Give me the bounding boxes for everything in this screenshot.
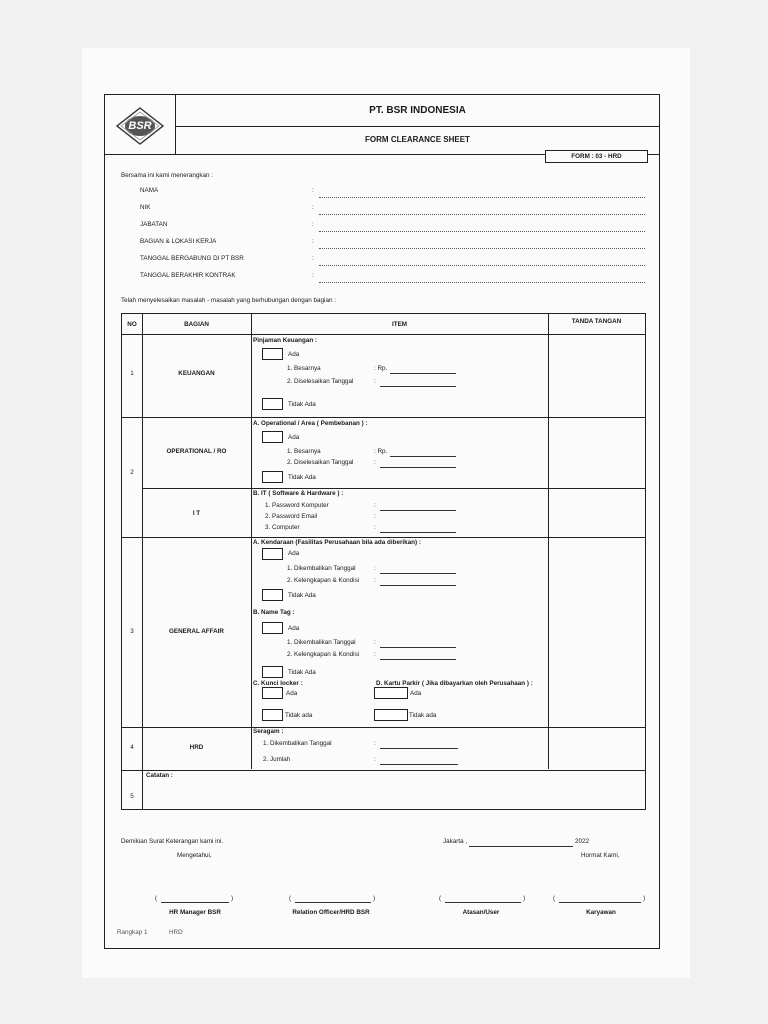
row3-d-ada-checkbox[interactable] xyxy=(374,687,408,699)
row1-besarnya: 1. Besarnya xyxy=(287,365,321,372)
form-title: FORM CLEARANCE SHEET xyxy=(365,135,470,144)
row3-b2: 2. Kelengkapan & Kondisi xyxy=(287,651,360,658)
col-divider xyxy=(548,314,549,769)
row3-d-tidak-label: Tidak ada xyxy=(409,712,437,719)
row2-tanggal-line xyxy=(380,467,456,468)
rangkap-label: Rangkap 1 xyxy=(117,929,148,936)
row3-a-ada-label: Ada xyxy=(288,550,300,557)
row3-a-tidak-label: Tidak Ada xyxy=(288,592,316,599)
row3-b1: 1. Dikembalikan Tanggal xyxy=(287,639,356,646)
field-label-tgl-gabung: TANGGAL BERGABUNG DI PT BSR xyxy=(140,255,244,262)
field-label-bagian: BAGIAN & LOKASI KERJA xyxy=(140,238,217,245)
row-divider xyxy=(122,727,645,728)
row3-colon: : xyxy=(374,639,376,646)
row1-tidak-label: Tidak Ada xyxy=(288,401,316,408)
sig4-paren-close: ) xyxy=(643,895,646,902)
header-bagian: BAGIAN xyxy=(184,321,209,328)
row2-computer: 3. Computer xyxy=(265,524,300,531)
row2-tidak-checkbox[interactable] xyxy=(262,471,283,483)
row4-l2: 2. Jumlah xyxy=(263,756,291,763)
hormat-label: Hormat Kami, xyxy=(581,852,620,859)
row4-l1-line xyxy=(380,748,458,749)
row4-colon: : xyxy=(374,740,376,747)
company-name: PT. BSR INDONESIA xyxy=(369,105,466,116)
sig2-line[interactable] xyxy=(295,902,371,903)
row1-tanggal-line xyxy=(380,386,456,387)
row-divider xyxy=(142,488,645,489)
row2-b-colon: : xyxy=(374,513,376,520)
row3-b-ada-checkbox[interactable] xyxy=(262,622,283,634)
row1-title: Pinjaman Keuangan : xyxy=(253,337,318,344)
header-ttd: TANDA TANGAN xyxy=(571,318,622,325)
row1-rp: : Rp. xyxy=(374,365,388,372)
year-label: 2022 xyxy=(575,838,590,845)
col-divider xyxy=(142,314,143,809)
field-colon: : xyxy=(312,204,314,211)
row4-title: Seragam : xyxy=(253,728,284,735)
field-label-tgl-akhir: TANGGAL BERAKHIR KONTRAK xyxy=(140,272,236,279)
intro-text: Bersama ini kami menerangkan : xyxy=(121,172,214,179)
row3-c-ada-checkbox[interactable] xyxy=(262,687,283,699)
row4-l2-line xyxy=(380,764,458,765)
row3-b-tidak-label: Tidak Ada xyxy=(288,669,316,676)
row2-bagian-operational: OPERATIONAL / RO xyxy=(166,448,227,455)
row1-ada-checkbox[interactable] xyxy=(262,348,283,360)
field-line-bagian xyxy=(319,248,645,249)
row-divider xyxy=(122,417,645,418)
date-line xyxy=(469,846,573,847)
sig3-label: Atasan/User xyxy=(462,909,500,916)
row4-bagian: HRD xyxy=(189,744,204,751)
row1-colon: : xyxy=(374,378,376,385)
row3-a2: 2. Kelengkapan & Kondisi xyxy=(287,577,360,584)
bsr-logo: BSR xyxy=(115,107,165,145)
row1-tidak-checkbox[interactable] xyxy=(262,398,283,410)
row-divider xyxy=(122,537,645,538)
field-label-nik: NIK xyxy=(140,204,151,211)
row2-tidak-label: Tidak Ada xyxy=(288,474,316,481)
row3-a-ada-checkbox[interactable] xyxy=(262,548,283,560)
row2-ada-label: Ada xyxy=(288,434,300,441)
sig1-paren-close: ) xyxy=(231,895,234,902)
sig1-label: HR Manager BSR xyxy=(169,909,221,916)
field-line-nik xyxy=(319,214,645,215)
row3-colon: : xyxy=(374,577,376,584)
row-divider xyxy=(122,334,645,335)
row2-colon: : xyxy=(374,459,376,466)
sig1-line[interactable] xyxy=(161,902,229,903)
sig2-label: Relation Officer/HRD BSR xyxy=(292,909,370,916)
field-colon: : xyxy=(312,238,314,245)
field-line-nama xyxy=(319,197,645,198)
row3-b-tidak-checkbox[interactable] xyxy=(262,666,283,678)
row2-b-title: B. IT ( Software & Hardware ) : xyxy=(253,490,344,497)
row2-a-title: A. Operational / Area ( Pembebanan ) : xyxy=(253,420,368,427)
sig4-line[interactable] xyxy=(559,902,641,903)
row3-colon: : xyxy=(374,651,376,658)
field-line-tgl-gabung xyxy=(319,265,645,266)
form-frame xyxy=(104,94,660,949)
row2-rp-line xyxy=(390,456,456,457)
sig3-paren-open: ( xyxy=(439,895,442,902)
row2-rp: : Rp. xyxy=(374,448,388,455)
row2-bagian-it: I T xyxy=(192,510,201,517)
clearance-table xyxy=(121,313,646,810)
row2-besarnya: 1. Besarnya xyxy=(287,448,321,455)
mengetahui-label: Mengetahui, xyxy=(177,852,212,859)
row3-b2-line xyxy=(380,659,456,660)
field-label-jabatan: JABATAN xyxy=(140,221,168,228)
row2-password-komputer: 1. Password Komputer xyxy=(265,502,329,509)
row2-password-email: 2. Password Email xyxy=(265,513,318,520)
field-colon: : xyxy=(312,255,314,262)
field-line-jabatan xyxy=(319,231,645,232)
field-line-tgl-akhir xyxy=(319,282,645,283)
row1-ada-label: Ada xyxy=(288,351,300,358)
sig4-label: Karyawan xyxy=(586,909,616,916)
row2-no: 2 xyxy=(130,469,134,476)
row3-d-tidak-checkbox[interactable] xyxy=(374,709,408,721)
row-divider xyxy=(122,770,645,771)
row3-b1-line xyxy=(380,647,456,648)
row3-d-ada-label: Ada xyxy=(410,690,422,697)
row1-rp-line xyxy=(390,373,456,374)
row3-b-ada-label: Ada xyxy=(288,625,300,632)
row2-diselesaikan: 2. Diselesaikan Tanggal xyxy=(287,459,354,466)
closing-text: Demikian Surat Keterangan kami ini. xyxy=(121,838,224,845)
field-colon: : xyxy=(312,272,314,279)
sig3-line[interactable] xyxy=(445,902,521,903)
row4-colon: : xyxy=(374,756,376,763)
row3-d-title: D. Kartu Parkir ( Jika dibayarkan oleh Perusahaan ) : xyxy=(376,680,533,687)
field-label-nama: NAMA xyxy=(140,187,159,194)
row3-b-title: B. Name Tag : xyxy=(253,609,295,616)
row3-c-tidak-label: Tidak ada xyxy=(285,712,313,719)
row2-b-colon: : xyxy=(374,502,376,509)
row3-a-title: A. Kendaraan (Fasilitas Perusahaan bila ada diberikan) : xyxy=(253,539,421,546)
row3-c-title: C. Kunci locker : xyxy=(253,680,303,687)
row5-no: 5 xyxy=(130,793,134,800)
row3-colon: : xyxy=(374,565,376,572)
row5-catatan: Catatan : xyxy=(146,772,173,779)
statement-text: Telah menyelesaikan masalah - masalah yang berhubungan dengan bagian : xyxy=(121,297,336,304)
row3-a1: 1. Dikembalikan Tanggal xyxy=(287,565,356,572)
header-no: NO xyxy=(127,321,137,328)
col-divider xyxy=(251,314,252,769)
row3-bagian: GENERAL AFFAIR xyxy=(169,628,224,635)
sig1-paren-open: ( xyxy=(155,895,158,902)
row3-a-tidak-checkbox[interactable] xyxy=(262,589,283,601)
row3-a2-line xyxy=(380,585,456,586)
row3-a1-line xyxy=(380,573,456,574)
form-code-box: FORM : 03 - HRD xyxy=(545,150,648,163)
row2-b3-line xyxy=(380,532,456,533)
row1-no: 1 xyxy=(130,370,134,377)
row1-bagian: KEUANGAN xyxy=(178,370,215,377)
row1-diselesaikan: 2. Diselesaikan Tanggal xyxy=(287,378,354,385)
row2-b1-line xyxy=(380,510,456,511)
field-colon: : xyxy=(312,221,314,228)
header-item: ITEM xyxy=(391,321,408,328)
sig2-paren-open: ( xyxy=(289,895,292,902)
sig2-paren-close: ) xyxy=(373,895,376,902)
header-divider xyxy=(175,95,176,155)
row3-c-ada-label: Ada xyxy=(286,690,298,697)
row4-l1: 1. Dikembalikan Tanggal xyxy=(263,740,332,747)
row2-ada-checkbox[interactable] xyxy=(262,431,283,443)
row3-c-tidak-checkbox[interactable] xyxy=(262,709,283,721)
field-colon: : xyxy=(312,187,314,194)
sig4-paren-open: ( xyxy=(553,895,556,902)
rangkap-value: HRD xyxy=(169,929,183,936)
header-line-1 xyxy=(175,126,660,127)
row3-no: 3 xyxy=(130,628,134,635)
sig3-paren-close: ) xyxy=(523,895,526,902)
place-label: Jakarta , xyxy=(443,838,468,845)
row2-b-colon: : xyxy=(374,524,376,531)
row4-no: 4 xyxy=(130,744,134,751)
